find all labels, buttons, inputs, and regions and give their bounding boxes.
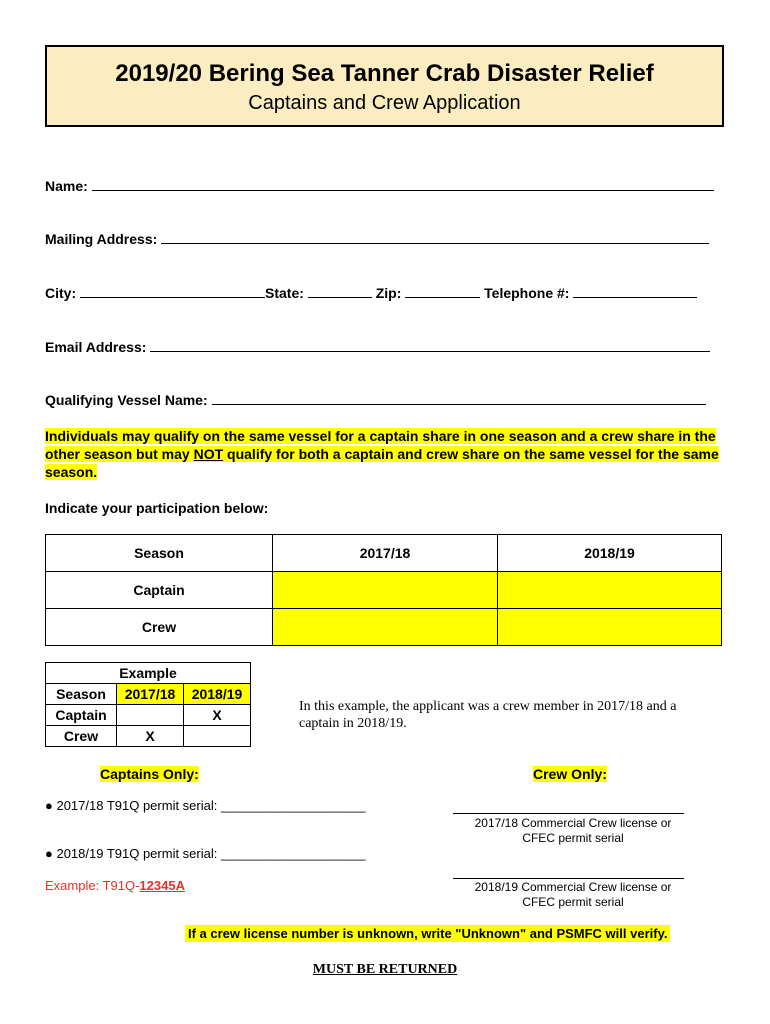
permit-example-prefix: Example: T91Q- [45,878,140,893]
captain-permit-2018-19[interactable]: ● 2018/19 T91Q permit serial: ____________________ [45,846,366,861]
header-2018-19: 2018/19 [498,535,722,572]
unknown-license-note [185,926,670,941]
crew-heading [533,766,607,782]
notice-emphasis: NOT [193,446,224,462]
example-captain-2018-19: X [184,705,251,726]
crew-license-2017-18-line1: 2017/18 Commercial Crew license or [474,816,672,830]
form-subtitle: Captains and Crew Application [248,92,521,114]
crew-2018-19-cell[interactable] [498,609,722,646]
example-explanation: In this example, the applicant was a crew member in 2017/18 and a captain in 2018/19. [299,699,677,731]
city-label: City: [45,285,77,301]
example-season-header: Season [46,684,117,705]
captain-permit-2017-18[interactable]: ● 2017/18 T91Q permit serial: ____________________ [45,798,366,813]
crew-heading-text: Crew Only: [533,766,607,782]
indicate-label: Indicate your participation below: [45,500,269,516]
email-field[interactable] [150,339,710,352]
table-row [46,663,251,684]
title-box [45,45,724,127]
captains-heading-text: Captains Only: [100,766,199,782]
example-header-2017-18: 2017/18 [117,684,184,705]
example-header-2018-19: 2018/19 [184,684,251,705]
participation-table [45,534,722,646]
email-label: Email Address: [45,339,147,355]
name-row [45,178,714,194]
captains-heading [100,766,199,782]
crew-license-2017-18-caption [453,816,693,846]
example-crew-2017-18: X [117,726,184,747]
season-header: Season [46,535,273,572]
crew-license-2018-19-caption [453,880,693,910]
mailing-address-field[interactable] [161,231,709,244]
state-label: State: [265,285,304,301]
telephone-label: Telephone #: [484,285,570,301]
must-be-returned: MUST BE RETURNED [312,962,458,977]
form-title: 2019/20 Bering Sea Tanner Crab Disaster Relief [115,60,654,87]
table-row [46,572,722,609]
table-row [46,684,251,705]
zip-label: Zip: [375,285,402,301]
crew-row-label: Crew [46,609,273,646]
header-2017-18: 2017/18 [273,535,498,572]
crew-license-2017-18-line2: CFEC permit serial [522,831,624,845]
example-title: Example [46,663,251,684]
vessel-name-field[interactable] [212,392,706,405]
captain-2018-19-cell[interactable] [498,572,722,609]
state-field[interactable] [308,285,372,298]
table-row [46,705,251,726]
example-crew-label: Crew [46,726,117,747]
telephone-field[interactable] [573,285,697,298]
notice-text-1: Individuals may qualify on the same vessel for a captain share in one season and a crew share in the other season but may [45,428,716,462]
email-row [45,339,710,355]
captain-row-label: Captain [46,572,273,609]
unknown-license-note-text: If a crew license number is unknown, write "Unknown" and PSMFC will verify. [185,925,670,942]
name-label: Name: [45,178,88,194]
crew-license-2018-19-line1: 2018/19 Commercial Crew license or [474,880,672,894]
name-field[interactable] [92,178,714,191]
vessel-label: Qualifying Vessel Name: [45,392,208,408]
example-captain-2017-18 [117,705,184,726]
vessel-row [45,392,706,408]
crew-2017-18-cell[interactable] [273,609,498,646]
notice-text-2: qualify for both a captain and crew share on the same vessel for the same season. [45,446,719,480]
captain-2017-18-cell[interactable] [273,572,498,609]
city-field[interactable] [80,285,265,298]
city-row [45,285,697,301]
crew-license-2017-18-field[interactable] [453,800,684,814]
example-table [45,662,251,747]
eligibility-notice [45,427,725,481]
mailing-row [45,231,709,247]
permit-example-number: 12345A [139,878,185,893]
permit-example [45,878,185,893]
table-row [46,726,251,747]
example-crew-2018-19 [184,726,251,747]
mailing-label: Mailing Address: [45,231,158,247]
table-row [46,535,722,572]
crew-license-2018-19-line2: CFEC permit serial [522,895,624,909]
example-captain-label: Captain [46,705,117,726]
crew-license-2018-19-field[interactable] [453,865,684,879]
zip-field[interactable] [405,285,480,298]
table-row [46,609,722,646]
